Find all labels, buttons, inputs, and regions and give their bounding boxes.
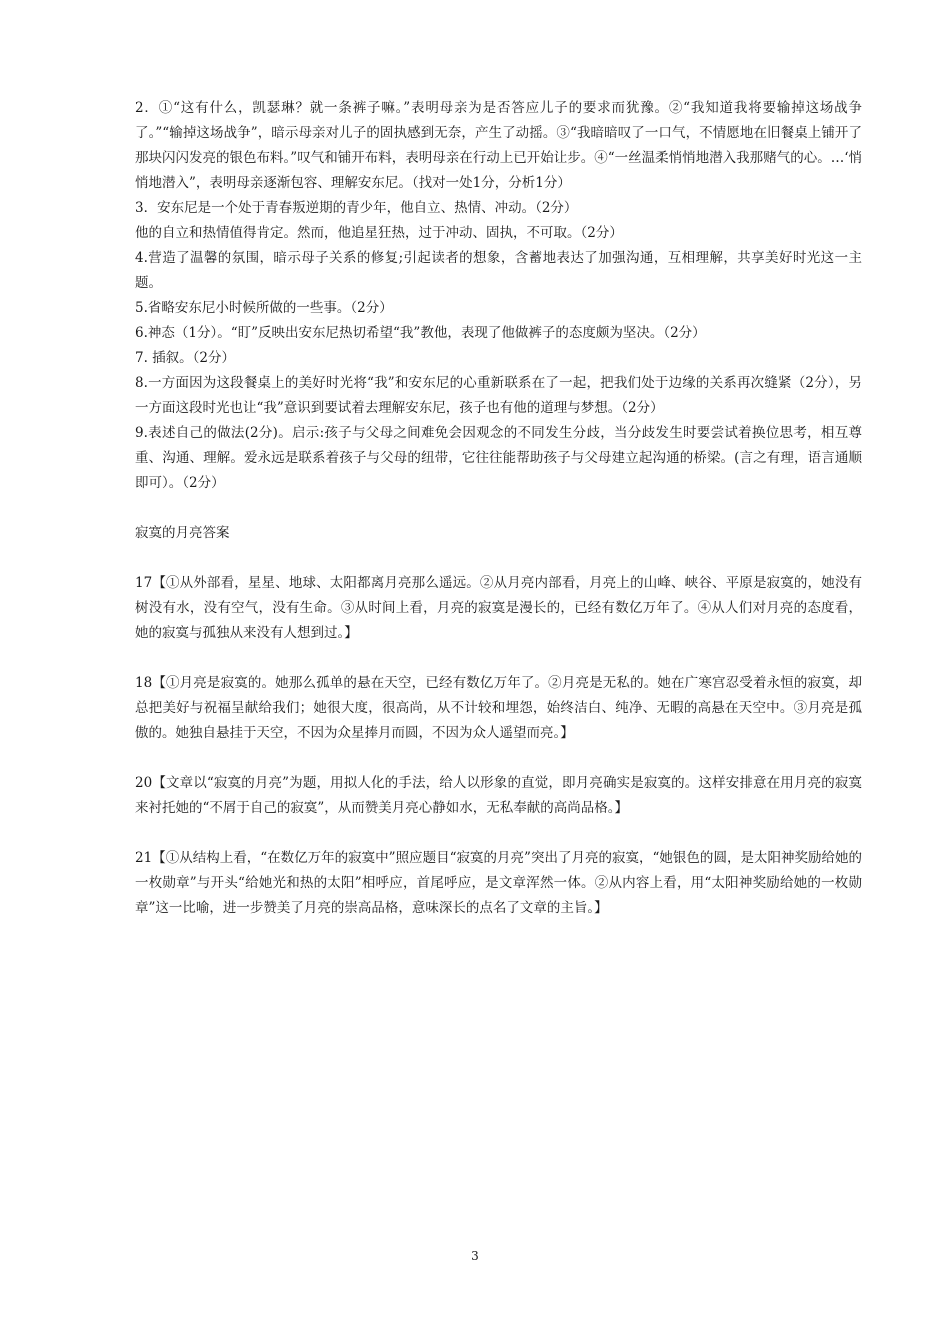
spacer	[135, 496, 862, 521]
answer-item-5: 5.省略安东尼小时候所做的一些事。（2分）	[135, 300, 393, 316]
answer-item-9: 9.表述自己的做法(2分)。启示:孩子与父母之间难免会因观念的不同发生分歧，当分歧发生时要尝试着换位思考，相互尊重、沟通、理解。爱永远是联系着孩子与父母的纽带，它往往能帮助孩子与父母建立起沟通的桥梁。(言之有理，语言通顺即可）。（2分）	[135, 425, 862, 491]
answer-item-3-continued: 他的自立和热情值得肯定。然而，他追星狂热，过于冲动、固执，不可取。（2分）	[135, 225, 623, 241]
spacer	[135, 746, 862, 771]
answer-item-2: 2．①“这有什么，凯瑟琳？就一条裤子嘛。”表明母亲为是否答应儿子的要求而犹豫。②“我知道我将要输掉这场战争了。”“输掉这场战争”，暗示母亲对儿子的固执感到无奈，产生了动摇。③“我暗暗叹了一口气，不情愿地在旧餐桌上铺开了那块闪闪发亮的银色布料。”叹气和铺开布料，表明母亲在行动上已开始让步。④“一丝温柔悄悄地潜入我那赌气的心。…‘悄悄地潜入”，表明母亲逐渐包容、理解安东尼。（找对一处1分，分析1分）	[135, 100, 862, 191]
page-footer	[0, 1248, 950, 1264]
moon-answer-21: 21【①从结构上看，“在数亿万年的寂寞中”照应题目“寂寞的月亮”突出了月亮的寂寞，“她银色的圆，是太阳神奖励给她的一枚勋章”与开头“给她光和热的太阳”相呼应，首尾呼应，是文章浑然一体。②从内容上看，用“太阳神奖励给她的一枚勋章”这一比喻，进一步赞美了月亮的崇高品格，意味深长的点名了文章的主旨。】	[135, 850, 862, 916]
answer-item-7: 7. 插叙。（2分）	[135, 350, 236, 366]
answer-item-8: 8.一方面因为这段餐桌上的美好时光将“我”和安东尼的心重新联系在了一起，把我们处于边缘的关系再次缝紧（2分），另一方面这段时光也让“我”意识到要试着去理解安东尼，孩子也有他的道理与梦想。（2分）	[135, 375, 862, 416]
spacer	[135, 546, 862, 571]
spacer	[135, 646, 862, 671]
moon-answer-17: 17【①从外部看，星星、地球、太阳都离月亮那么遥远。②从月亮内部看，月亮上的山峰、峡谷、平原是寂寞的，她没有树没有水，没有空气，没有生命。③从时间上看，月亮的寂寞是漫长的，已经有数亿万年了。④从人们对月亮的态度看，她的寂寞与孤独从来没有人想到过。】	[135, 575, 862, 641]
answer-item-4: 4.营造了温馨的氛围，暗示母子关系的修复;引起读者的想象，含蓄地表达了加强沟通，互相理解，共享美好时光这一主题。	[135, 250, 862, 291]
page-number: 3	[471, 1249, 479, 1263]
answer-item-6: 6.神态（1分）。“盯”反映出安东尼热切希望“我”教他，表现了他做裤子的态度颇为坚决。（2分）	[135, 325, 706, 341]
moon-answer-18: 18【①月亮是寂寞的。她那么孤单的悬在天空，已经有数亿万年了。②月亮是无私的。她在广寒宫忍受着永恒的寂寞，却总把美好与祝福呈献给我们；她很大度，很高尚，从不计较和埋怨，始终洁白、纯净、无暇的高悬在天空中。③月亮是孤傲的。她独自悬挂于天空，不因为众星捧月而圆，不因为众人遥望而亮。】	[135, 675, 862, 741]
section-title: 寂寞的月亮答案	[135, 525, 230, 541]
spacer	[135, 821, 862, 846]
document-body	[135, 96, 862, 921]
moon-answer-20: 20【文章以“寂寞的月亮”为题，用拟人化的手法，给人以形象的直觉，即月亮确实是寂寞的。这样安排意在用月亮的寂寞来衬托她的“不屑于自己的寂寞”，从而赞美月亮心静如水，无私奉献的高尚品格。】	[135, 775, 862, 816]
answer-item-3: 3．安东尼是一个处于青春叛逆期的青少年，他自立、热情、冲动。（2分）	[135, 200, 578, 216]
